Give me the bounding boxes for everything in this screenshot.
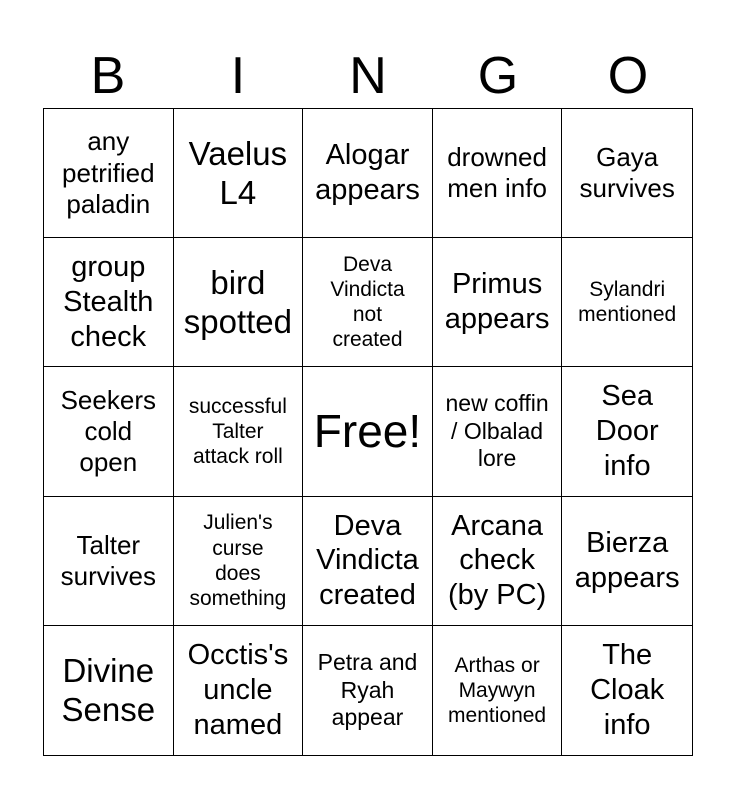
cell-label: Deva Vindicta not created xyxy=(330,252,405,352)
cell-label: Vaelus L4 xyxy=(188,134,288,212)
free-space-label: Free! xyxy=(313,404,422,457)
cell-label: Gaya survives xyxy=(579,141,675,204)
cell-label: any petrified paladin xyxy=(62,126,155,219)
bingo-cell-r4c3[interactable] xyxy=(303,497,433,626)
cell-label: Bierza appears xyxy=(574,526,680,594)
cell-label: Sea Door info xyxy=(595,380,659,482)
bingo-cell-r3c1[interactable] xyxy=(44,367,174,496)
bingo-cell-r1c5[interactable] xyxy=(562,109,692,238)
bingo-grid xyxy=(43,108,693,756)
bingo-cell-r1c3[interactable] xyxy=(303,109,433,238)
cell-label: Divine Sense xyxy=(61,651,156,729)
bingo-cell-r5c4[interactable] xyxy=(433,626,563,755)
bingo-cell-r1c2[interactable] xyxy=(174,109,304,238)
cell-label: drowned men info xyxy=(447,141,547,204)
header-letter-o: O xyxy=(607,47,649,105)
cell-label: new coffin / Olbalad lore xyxy=(445,390,549,472)
header-letter-n: N xyxy=(349,47,387,105)
bingo-cell-r5c1[interactable] xyxy=(44,626,174,755)
cell-label: The Cloak info xyxy=(590,639,665,741)
cell-label: Alogar appears xyxy=(315,139,420,207)
bingo-cell-r2c3[interactable] xyxy=(303,238,433,367)
bingo-cell-r4c4[interactable] xyxy=(433,497,563,626)
bingo-cell-free-space[interactable] xyxy=(303,367,433,496)
bingo-cell-r2c4[interactable] xyxy=(433,238,563,367)
header-letter-g: G xyxy=(477,47,519,105)
cell-label: Arthas or Maywyn mentioned xyxy=(448,653,547,727)
cell-label: Arcana check (by PC) xyxy=(447,509,547,612)
bingo-cell-r2c1[interactable] xyxy=(44,238,174,367)
bingo-cell-r3c4[interactable] xyxy=(433,367,563,496)
header-letter-b: B xyxy=(90,47,126,105)
cell-label: Petra and Ryah appear xyxy=(317,649,418,731)
cell-label: successful Talter attack roll xyxy=(188,394,287,469)
header-letter-i: I xyxy=(230,47,246,105)
bingo-cell-r5c5[interactable] xyxy=(562,626,692,755)
cell-label: bird spotted xyxy=(183,263,293,341)
bingo-cell-r2c5[interactable] xyxy=(562,238,692,367)
bingo-cell-r1c4[interactable] xyxy=(433,109,563,238)
bingo-header xyxy=(43,44,693,108)
cell-label: Julien's curse does something xyxy=(189,511,287,610)
bingo-cell-r3c5[interactable] xyxy=(562,367,692,496)
bingo-cell-r4c5[interactable] xyxy=(562,497,692,626)
bingo-cell-r4c1[interactable] xyxy=(44,497,174,626)
cell-label: Deva Vindicta created xyxy=(316,509,419,612)
bingo-cell-r4c2[interactable] xyxy=(174,497,304,626)
cell-label: Talter survives xyxy=(60,529,156,591)
cell-label: Seekers cold open xyxy=(60,384,156,478)
cell-label: group Stealth check xyxy=(63,251,154,353)
bingo-cell-r5c2[interactable] xyxy=(174,626,304,755)
cell-label: Sylandri mentioned xyxy=(578,278,677,327)
bingo-cell-r2c2[interactable] xyxy=(174,238,304,367)
bingo-cell-r5c3[interactable] xyxy=(303,626,433,755)
bingo-cell-r3c2[interactable] xyxy=(174,367,304,496)
bingo-cell-r1c1[interactable] xyxy=(44,109,174,238)
cell-label: Primus appears xyxy=(444,268,550,336)
cell-label: Occtis's uncle named xyxy=(187,639,289,741)
